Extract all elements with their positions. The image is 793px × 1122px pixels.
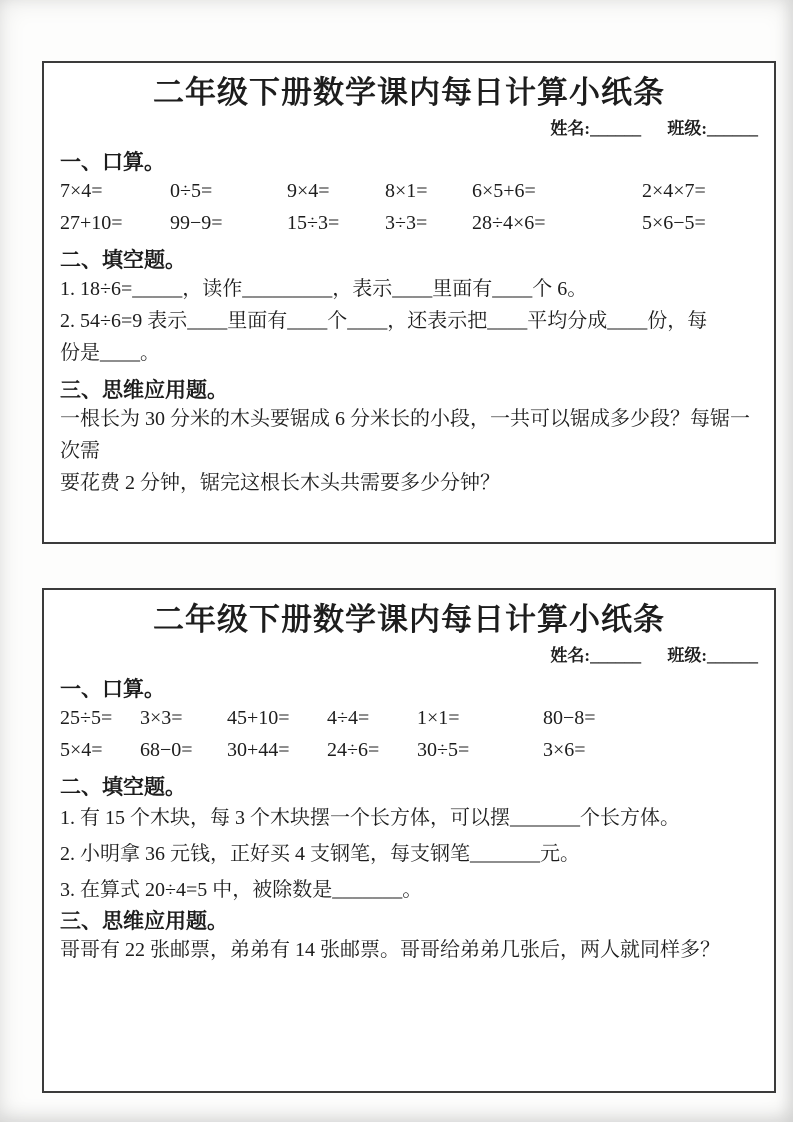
class-label: 班级: (667, 646, 707, 665)
worksheet-title: 二年级下册数学课内每日计算小纸条 (153, 75, 665, 110)
name-label: 姓名: (550, 646, 591, 665)
class-label: 班级: (667, 119, 707, 138)
class-blank: ______ (707, 119, 758, 138)
fill-item-2: 2. 小明拿 36 元钱，正好买 4 支钢笔，每支钢笔_______元。 (60, 843, 580, 865)
oral-problem: 28÷4×6= (472, 212, 546, 234)
apply-problem-line-1: 一根长为 30 分米的木头要锯成 6 分米长的小段，一共可以锯成多少段？每锯一次需 (60, 408, 750, 462)
name-blank: ______ (590, 119, 642, 138)
oral-problem: 6×5+6= (472, 180, 536, 202)
oral-problem: 4÷4= (327, 707, 370, 729)
section-heading-apply: 三、思维应用题。 (60, 909, 228, 933)
oral-row-2 (60, 207, 758, 239)
oral-problem: 8×1= (385, 180, 428, 202)
oral-problem: 30+44= (227, 739, 290, 761)
fill-item-2-continued: 份是____。 (60, 342, 160, 364)
oral-problem: 5×6−5= (642, 212, 706, 234)
fill-item-1: 1. 有 15 个木块，每 3 个木块摆一个长方体，可以摆_______个长方体。 (60, 807, 680, 829)
name-blank: ______ (590, 646, 642, 665)
name-label: 姓名: (550, 119, 591, 138)
worksheet-title: 二年级下册数学课内每日计算小纸条 (153, 602, 665, 637)
section-heading-apply: 三、思维应用题。 (60, 378, 228, 402)
oral-problem: 0÷5= (170, 180, 213, 202)
worksheet-card-1 (42, 61, 776, 544)
section-heading-oral: 一、口算。 (60, 150, 165, 174)
oral-problem: 2×4×7= (642, 180, 706, 202)
oral-problem: 15÷3= (287, 212, 340, 234)
section-heading-fill: 二、填空题。 (60, 248, 186, 272)
oral-problem: 3×6= (543, 739, 586, 761)
oral-problem: 7×4= (60, 180, 103, 202)
oral-problem: 3÷3= (385, 212, 428, 234)
oral-row-2 (60, 734, 758, 766)
oral-row-1 (60, 175, 758, 207)
oral-row-1 (60, 702, 758, 734)
class-blank: ______ (707, 646, 758, 665)
oral-problem: 27+10= (60, 212, 123, 234)
name-class-row (60, 117, 758, 141)
fill-item-2: 2. 54÷6=9 表示____里面有____个____，还表示把____平均分成____份，每 (60, 310, 708, 332)
section-heading-oral: 一、口算。 (60, 677, 165, 701)
oral-problem: 68−0= (140, 739, 193, 761)
apply-problem-line-2: 要花费 2 分钟，锯完这根长木头共需要多少分钟？ (60, 472, 500, 494)
oral-problem: 5×4= (60, 739, 103, 761)
oral-problem: 24÷6= (327, 739, 380, 761)
section-heading-fill: 二、填空题。 (60, 775, 186, 799)
apply-problem-line-1: 哥哥有 22 张邮票，弟弟有 14 张邮票。哥哥给弟弟几张后，两人就同样多？ (60, 939, 720, 961)
oral-problem: 99−9= (170, 212, 223, 234)
oral-problem: 9×4= (287, 180, 330, 202)
oral-problem: 1×1= (417, 707, 460, 729)
worksheet-card-2 (42, 588, 776, 1093)
oral-problem: 30÷5= (417, 739, 470, 761)
oral-problem: 25÷5= (60, 707, 113, 729)
oral-problem: 45+10= (227, 707, 290, 729)
oral-problem: 80−8= (543, 707, 596, 729)
name-class-row (60, 644, 758, 668)
fill-item-3: 3. 在算式 20÷4=5 中，被除数是_______。 (60, 879, 423, 901)
oral-problem: 3×3= (140, 707, 183, 729)
fill-item-1: 1. 18÷6=_____，读作_________，表示____里面有____个 6。 (60, 278, 588, 300)
